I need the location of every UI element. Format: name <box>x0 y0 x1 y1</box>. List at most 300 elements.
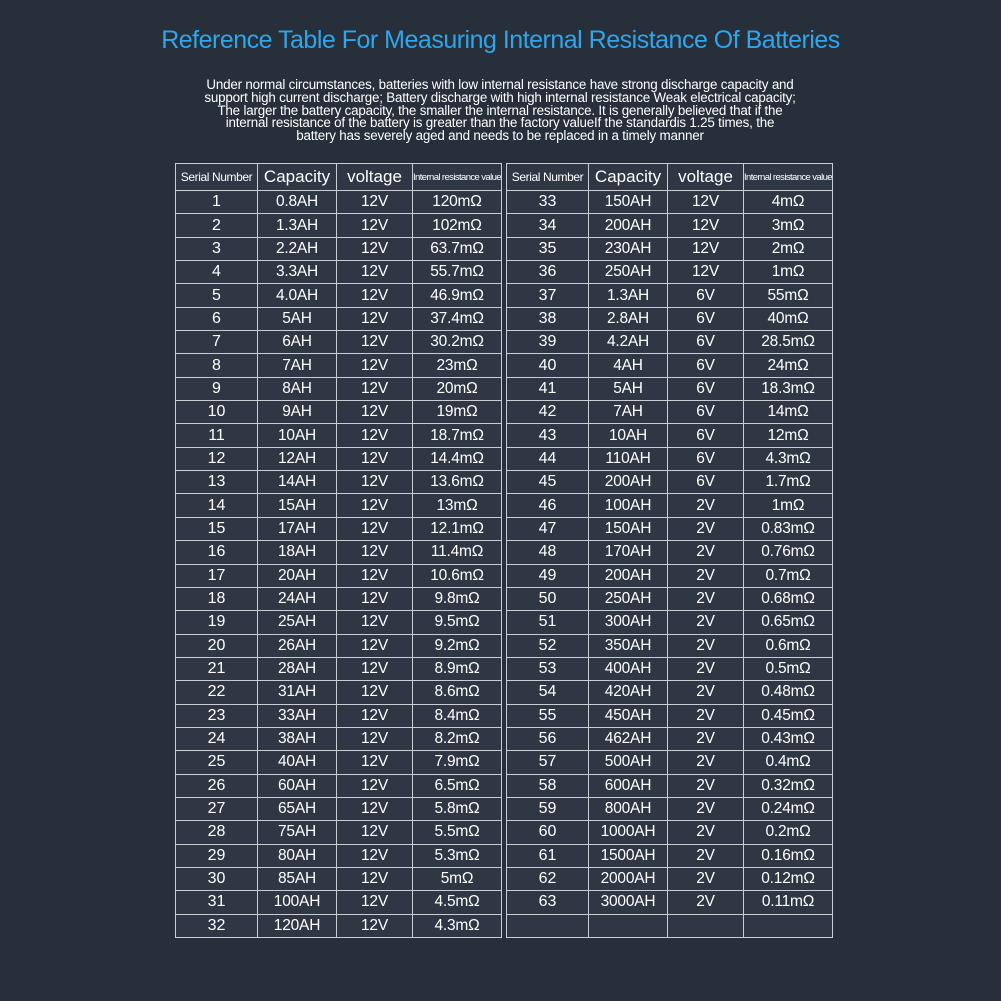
table-row <box>176 517 502 540</box>
cell-serial: 35 <box>507 237 589 260</box>
table-row <box>507 727 833 750</box>
cell-capacity: 10AH <box>258 424 337 447</box>
cell-capacity: 200AH <box>589 214 668 237</box>
cell-capacity: 100AH <box>589 494 668 517</box>
cell-serial: 3 <box>176 237 258 260</box>
cell-voltage: 12V <box>337 494 413 517</box>
cell-capacity: 250AH <box>589 261 668 284</box>
cell-voltage: 12V <box>337 471 413 494</box>
table-row <box>507 401 833 424</box>
cell-serial: 33 <box>507 191 589 214</box>
table-row <box>176 844 502 867</box>
cell-voltage: 6V <box>668 331 744 354</box>
cell-resistance: 18.7mΩ <box>413 424 502 447</box>
cell-resistance: 0.48mΩ <box>744 681 833 704</box>
cell-serial: 4 <box>176 261 258 284</box>
cell-resistance: 40mΩ <box>744 307 833 330</box>
cell-resistance: 0.65mΩ <box>744 611 833 634</box>
cell-voltage: 12V <box>337 191 413 214</box>
table-row <box>176 611 502 634</box>
cell-voltage: 2V <box>668 541 744 564</box>
cell-capacity: 14AH <box>258 471 337 494</box>
table-row <box>176 821 502 844</box>
cell-resistance: 0.43mΩ <box>744 727 833 750</box>
cell-serial: 41 <box>507 377 589 400</box>
cell-voltage: 6V <box>668 424 744 447</box>
table-row <box>176 261 502 284</box>
header-internal-resistance: Internal resistance value <box>744 164 833 191</box>
cell-serial: 53 <box>507 657 589 680</box>
cell-serial: 9 <box>176 377 258 400</box>
cell-voltage: 2V <box>668 704 744 727</box>
cell-serial: 21 <box>176 657 258 680</box>
cell-capacity: 420AH <box>589 681 668 704</box>
table-row <box>507 657 833 680</box>
table-row <box>176 237 502 260</box>
cell-serial: 39 <box>507 331 589 354</box>
table-row <box>507 821 833 844</box>
header-serial-number: Serial Number <box>176 164 258 191</box>
cell-voltage: 12V <box>337 447 413 470</box>
cell-resistance: 8.4mΩ <box>413 704 502 727</box>
table-row <box>507 587 833 610</box>
resistance-table-right <box>506 163 833 938</box>
cell-serial: 60 <box>507 821 589 844</box>
cell-resistance: 0.16mΩ <box>744 844 833 867</box>
cell-serial: 63 <box>507 891 589 914</box>
table-row <box>507 541 833 564</box>
cell-resistance: 1mΩ <box>744 494 833 517</box>
cell-capacity: 28AH <box>258 657 337 680</box>
cell-serial: 12 <box>176 447 258 470</box>
cell-serial: 34 <box>507 214 589 237</box>
cell-serial: 10 <box>176 401 258 424</box>
table-row <box>507 377 833 400</box>
cell-serial: 14 <box>176 494 258 517</box>
cell-voltage: 2V <box>668 657 744 680</box>
cell-capacity: 60AH <box>258 774 337 797</box>
cell-serial: 20 <box>176 634 258 657</box>
cell-voltage: 2V <box>668 564 744 587</box>
cell-serial: 31 <box>176 891 258 914</box>
resistance-table-left <box>175 163 502 938</box>
cell-capacity: 2000AH <box>589 867 668 890</box>
cell-capacity: 10AH <box>589 424 668 447</box>
cell-capacity: 2.8AH <box>589 307 668 330</box>
cell-capacity: 150AH <box>589 517 668 540</box>
intro-line: The larger the battery capacity, the smaller the internal resistance. It is generally believed that if the <box>217 102 783 118</box>
table-row <box>507 704 833 727</box>
cell-capacity: 15AH <box>258 494 337 517</box>
cell-resistance: 12mΩ <box>744 424 833 447</box>
table-row <box>176 797 502 820</box>
cell-resistance: 30.2mΩ <box>413 331 502 354</box>
cell-capacity: 400AH <box>589 657 668 680</box>
cell-resistance: 4.3mΩ <box>744 447 833 470</box>
table-row <box>176 214 502 237</box>
cell-serial: 17 <box>176 564 258 587</box>
cell-resistance: 7.9mΩ <box>413 751 502 774</box>
cell-resistance: 20mΩ <box>413 377 502 400</box>
cell-capacity: 38AH <box>258 727 337 750</box>
cell-resistance: 4.5mΩ <box>413 891 502 914</box>
cell-voltage: 6V <box>668 377 744 400</box>
cell-serial: 27 <box>176 797 258 820</box>
cell-serial: 62 <box>507 867 589 890</box>
table-row <box>176 401 502 424</box>
table-row <box>176 307 502 330</box>
table-row <box>507 564 833 587</box>
cell-serial: 11 <box>176 424 258 447</box>
cell-serial: 43 <box>507 424 589 447</box>
table-row <box>176 587 502 610</box>
cell-serial: 22 <box>176 681 258 704</box>
cell-voltage: 2V <box>668 821 744 844</box>
cell-serial: 45 <box>507 471 589 494</box>
cell-serial: 13 <box>176 471 258 494</box>
table-row <box>507 634 833 657</box>
table-row <box>507 191 833 214</box>
cell-capacity: 170AH <box>589 541 668 564</box>
cell-voltage: 12V <box>337 261 413 284</box>
header-internal-resistance: Internal resistance value <box>413 164 502 191</box>
cell-voltage: 12V <box>668 191 744 214</box>
cell-resistance: 0.7mΩ <box>744 564 833 587</box>
table-row <box>507 494 833 517</box>
cell-serial: 19 <box>176 611 258 634</box>
cell-resistance: 5.5mΩ <box>413 821 502 844</box>
cell-serial: 48 <box>507 541 589 564</box>
table-row <box>507 331 833 354</box>
cell-voltage: 2V <box>668 891 744 914</box>
table-row <box>507 354 833 377</box>
table-row <box>507 307 833 330</box>
table-row <box>176 284 502 307</box>
table-row <box>176 727 502 750</box>
cell-resistance: 9.8mΩ <box>413 587 502 610</box>
cell-serial: 25 <box>176 751 258 774</box>
table-row <box>507 751 833 774</box>
cell-serial: 55 <box>507 704 589 727</box>
cell-resistance: 0.4mΩ <box>744 751 833 774</box>
cell-capacity: 8AH <box>258 377 337 400</box>
cell-resistance: 120mΩ <box>413 191 502 214</box>
table-row <box>176 681 502 704</box>
cell-capacity: 0.8AH <box>258 191 337 214</box>
cell-capacity: 100AH <box>258 891 337 914</box>
cell-resistance: 14mΩ <box>744 401 833 424</box>
table-header-row <box>176 164 502 191</box>
cell-serial: 18 <box>176 587 258 610</box>
cell-resistance: 0.24mΩ <box>744 797 833 820</box>
cell-resistance: 0.68mΩ <box>744 587 833 610</box>
cell-resistance: 0.6mΩ <box>744 634 833 657</box>
cell-serial: 61 <box>507 844 589 867</box>
cell-voltage: 12V <box>337 307 413 330</box>
cell-voltage: 12V <box>337 867 413 890</box>
cell-voltage: 2V <box>668 611 744 634</box>
table-row <box>507 867 833 890</box>
cell-voltage: 6V <box>668 471 744 494</box>
cell-resistance: 102mΩ <box>413 214 502 237</box>
cell-serial: 32 <box>176 914 258 937</box>
cell-serial: 5 <box>176 284 258 307</box>
cell-voltage: 2V <box>668 494 744 517</box>
cell-voltage: 12V <box>337 681 413 704</box>
cell-voltage: 2V <box>668 587 744 610</box>
cell-resistance: 23mΩ <box>413 354 502 377</box>
cell-resistance: 28.5mΩ <box>744 331 833 354</box>
intro-line: Under normal circumstances, batteries with low internal resistance have strong discharge capacity and <box>206 77 794 92</box>
cell-voltage: 12V <box>337 611 413 634</box>
cell-serial <box>507 914 589 937</box>
intro-paragraph <box>150 79 850 143</box>
cell-serial: 49 <box>507 564 589 587</box>
cell-serial: 59 <box>507 797 589 820</box>
cell-capacity: 17AH <box>258 517 337 540</box>
cell-voltage: 12V <box>337 564 413 587</box>
cell-resistance: 0.2mΩ <box>744 821 833 844</box>
header-serial-number: Serial Number <box>507 164 589 191</box>
cell-capacity: 33AH <box>258 704 337 727</box>
table-row <box>176 541 502 564</box>
cell-voltage: 12V <box>337 424 413 447</box>
cell-serial: 16 <box>176 541 258 564</box>
cell-capacity: 1.3AH <box>258 214 337 237</box>
table-row <box>507 844 833 867</box>
table-row <box>507 517 833 540</box>
cell-voltage: 12V <box>337 657 413 680</box>
cell-resistance: 37.4mΩ <box>413 307 502 330</box>
table-row <box>176 424 502 447</box>
cell-capacity: 40AH <box>258 751 337 774</box>
cell-serial: 29 <box>176 844 258 867</box>
cell-resistance: 4mΩ <box>744 191 833 214</box>
cell-resistance: 11.4mΩ <box>413 541 502 564</box>
cell-serial: 30 <box>176 867 258 890</box>
cell-resistance: 10.6mΩ <box>413 564 502 587</box>
table-body-left <box>176 191 502 938</box>
table-row <box>176 867 502 890</box>
cell-serial: 52 <box>507 634 589 657</box>
cell-voltage: 12V <box>337 331 413 354</box>
cell-resistance: 8.2mΩ <box>413 727 502 750</box>
table-header-row <box>507 164 833 191</box>
cell-resistance: 0.76mΩ <box>744 541 833 564</box>
cell-capacity: 1000AH <box>589 821 668 844</box>
cell-capacity: 800AH <box>589 797 668 820</box>
cell-voltage: 12V <box>337 401 413 424</box>
cell-resistance: 3mΩ <box>744 214 833 237</box>
cell-voltage: 12V <box>337 354 413 377</box>
cell-capacity: 250AH <box>589 587 668 610</box>
cell-resistance: 18.3mΩ <box>744 377 833 400</box>
cell-resistance: 9.2mΩ <box>413 634 502 657</box>
cell-voltage: 6V <box>668 401 744 424</box>
cell-resistance <box>744 914 833 937</box>
cell-voltage: 12V <box>337 704 413 727</box>
cell-voltage <box>668 914 744 937</box>
table-row <box>507 261 833 284</box>
cell-serial: 26 <box>176 774 258 797</box>
cell-serial: 56 <box>507 727 589 750</box>
header-voltage: voltage <box>668 164 744 191</box>
table-row <box>507 797 833 820</box>
cell-resistance: 14.4mΩ <box>413 447 502 470</box>
cell-resistance: 63.7mΩ <box>413 237 502 260</box>
intro-line: internal resistance of the battery is greater than the factory valueIf the standardis 1.25 times, the <box>225 115 775 131</box>
cell-capacity: 24AH <box>258 587 337 610</box>
cell-serial: 36 <box>507 261 589 284</box>
table-row <box>507 447 833 470</box>
table-row <box>176 891 502 914</box>
cell-capacity: 20AH <box>258 564 337 587</box>
cell-resistance: 55.7mΩ <box>413 261 502 284</box>
cell-capacity: 65AH <box>258 797 337 820</box>
cell-voltage: 12V <box>337 797 413 820</box>
cell-serial: 1 <box>176 191 258 214</box>
table-row <box>507 611 833 634</box>
cell-capacity: 1500AH <box>589 844 668 867</box>
table-row <box>176 494 502 517</box>
header-capacity: Capacity <box>258 164 337 191</box>
cell-voltage: 12V <box>337 727 413 750</box>
cell-capacity: 110AH <box>589 447 668 470</box>
cell-voltage: 2V <box>668 634 744 657</box>
cell-resistance: 1mΩ <box>744 261 833 284</box>
table-row <box>176 447 502 470</box>
table-row <box>176 914 502 937</box>
page-title: Reference Table For Measuring Internal Resistance Of Batteries <box>161 26 840 54</box>
cell-serial: 47 <box>507 517 589 540</box>
cell-resistance: 1.7mΩ <box>744 471 833 494</box>
cell-voltage: 2V <box>668 517 744 540</box>
cell-capacity: 4.0AH <box>258 284 337 307</box>
cell-resistance: 0.83mΩ <box>744 517 833 540</box>
cell-voltage: 12V <box>337 377 413 400</box>
table-row <box>507 237 833 260</box>
cell-resistance: 4.3mΩ <box>413 914 502 937</box>
cell-voltage: 2V <box>668 751 744 774</box>
cell-voltage: 12V <box>668 237 744 260</box>
cell-voltage: 12V <box>668 261 744 284</box>
cell-capacity: 7AH <box>258 354 337 377</box>
cell-resistance: 13mΩ <box>413 494 502 517</box>
cell-voltage: 2V <box>668 727 744 750</box>
cell-voltage: 12V <box>337 214 413 237</box>
cell-capacity: 6AH <box>258 331 337 354</box>
cell-capacity: 9AH <box>258 401 337 424</box>
cell-serial: 46 <box>507 494 589 517</box>
cell-serial: 24 <box>176 727 258 750</box>
cell-resistance: 5mΩ <box>413 867 502 890</box>
cell-voltage: 6V <box>668 284 744 307</box>
table-body-right <box>507 191 833 938</box>
cell-capacity: 31AH <box>258 681 337 704</box>
cell-capacity: 350AH <box>589 634 668 657</box>
cell-voltage: 2V <box>668 844 744 867</box>
cell-capacity: 150AH <box>589 191 668 214</box>
cell-capacity: 462AH <box>589 727 668 750</box>
cell-capacity: 600AH <box>589 774 668 797</box>
cell-serial: 50 <box>507 587 589 610</box>
cell-voltage: 12V <box>337 634 413 657</box>
table-row <box>507 891 833 914</box>
intro-line: battery has severely aged and needs to be replaced in a timely manner <box>296 128 704 144</box>
cell-capacity: 25AH <box>258 611 337 634</box>
cell-capacity: 1.3AH <box>589 284 668 307</box>
cell-resistance: 6.5mΩ <box>413 774 502 797</box>
cell-resistance: 8.9mΩ <box>413 657 502 680</box>
cell-resistance: 0.5mΩ <box>744 657 833 680</box>
cell-voltage: 12V <box>337 891 413 914</box>
table-row <box>507 681 833 704</box>
cell-capacity: 80AH <box>258 844 337 867</box>
cell-voltage: 12V <box>337 914 413 937</box>
cell-serial: 40 <box>507 354 589 377</box>
table-row <box>176 774 502 797</box>
cell-resistance: 13.6mΩ <box>413 471 502 494</box>
table-row <box>507 214 833 237</box>
table-row <box>176 704 502 727</box>
cell-voltage: 12V <box>668 214 744 237</box>
cell-capacity: 18AH <box>258 541 337 564</box>
cell-voltage: 2V <box>668 867 744 890</box>
cell-capacity: 26AH <box>258 634 337 657</box>
cell-capacity <box>589 914 668 937</box>
cell-capacity: 120AH <box>258 914 337 937</box>
cell-resistance: 24mΩ <box>744 354 833 377</box>
cell-resistance: 0.11mΩ <box>744 891 833 914</box>
cell-capacity: 3000AH <box>589 891 668 914</box>
cell-voltage: 12V <box>337 237 413 260</box>
cell-serial: 2 <box>176 214 258 237</box>
cell-capacity: 85AH <box>258 867 337 890</box>
table-row <box>507 424 833 447</box>
cell-serial: 54 <box>507 681 589 704</box>
cell-resistance: 9.5mΩ <box>413 611 502 634</box>
cell-capacity: 200AH <box>589 564 668 587</box>
table-row <box>507 284 833 307</box>
cell-voltage: 6V <box>668 447 744 470</box>
table-row <box>176 657 502 680</box>
table-row <box>507 471 833 494</box>
cell-serial: 6 <box>176 307 258 330</box>
cell-voltage: 6V <box>668 354 744 377</box>
cell-capacity: 450AH <box>589 704 668 727</box>
cell-capacity: 5AH <box>258 307 337 330</box>
header-voltage: voltage <box>337 164 413 191</box>
cell-resistance: 55mΩ <box>744 284 833 307</box>
table-row <box>176 331 502 354</box>
cell-resistance: 0.45mΩ <box>744 704 833 727</box>
cell-capacity: 500AH <box>589 751 668 774</box>
cell-voltage: 12V <box>337 821 413 844</box>
cell-voltage: 2V <box>668 774 744 797</box>
cell-capacity: 5AH <box>589 377 668 400</box>
cell-serial: 51 <box>507 611 589 634</box>
cell-voltage: 2V <box>668 797 744 820</box>
cell-capacity: 3.3AH <box>258 261 337 284</box>
cell-serial: 57 <box>507 751 589 774</box>
cell-capacity: 300AH <box>589 611 668 634</box>
cell-capacity: 2.2AH <box>258 237 337 260</box>
cell-voltage: 2V <box>668 681 744 704</box>
cell-resistance: 8.6mΩ <box>413 681 502 704</box>
header-capacity: Capacity <box>589 164 668 191</box>
cell-resistance: 0.32mΩ <box>744 774 833 797</box>
cell-serial: 28 <box>176 821 258 844</box>
